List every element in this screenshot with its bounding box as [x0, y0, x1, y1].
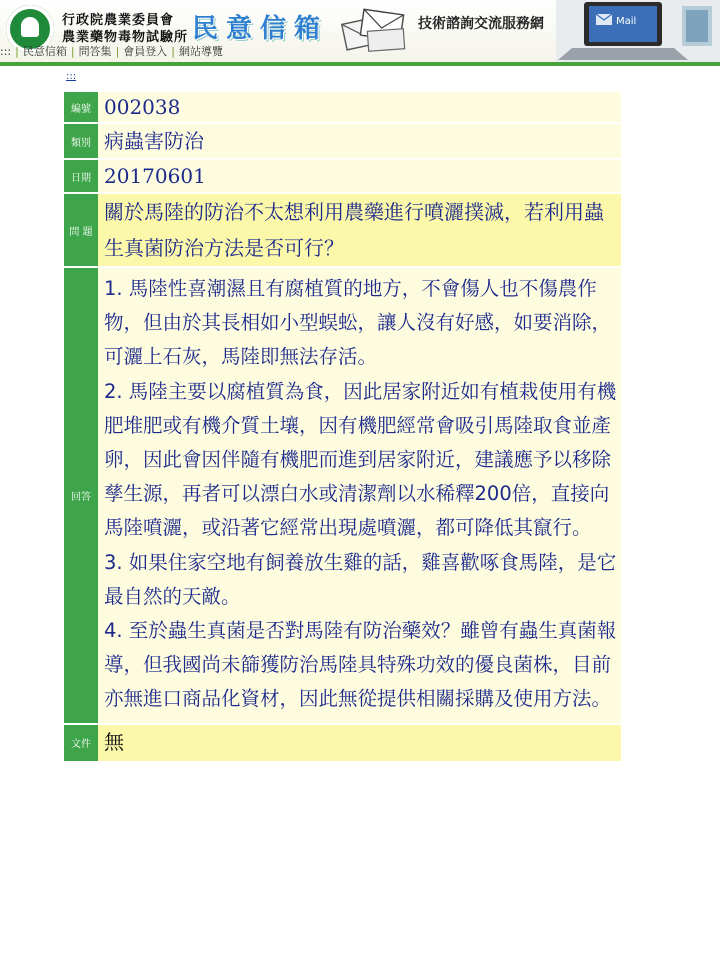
question-label: 問 題	[64, 194, 98, 266]
file-label: 文件	[64, 725, 98, 761]
id-value-cell	[98, 92, 621, 122]
answer-paragraph: 1. 馬陸性喜潮濕且有腐植質的地方，不會傷人也不傷農作物，但由於其長相如小型蜈蚣，讓人沒有好感，如要消除，可灑上石灰，馬陸即無法存活。	[104, 277, 612, 369]
mailbox-title: 民意信箱	[192, 14, 329, 44]
row-date	[64, 160, 621, 192]
nav-item-mailbox[interactable]: 民意信箱	[22, 45, 67, 58]
question-value-cell	[98, 194, 621, 266]
answer-paragraph: 2. 馬陸主要以腐植質為食，因此居家附近如有植栽使用有機肥堆肥或有機介質土壤，因有機肥經常會吸引馬陸取食並產卵，因此會因伴隨有機肥而進到居家附近，建議應予以移除孳生源，再者可以漂白水或清潔劑以水稀釋200倍，直接向馬陸噴灑，或沿著它經常出現處噴灑，都可降低其竄行。	[104, 379, 617, 540]
file-value-cell	[98, 725, 621, 761]
envelopes-icon	[338, 4, 408, 54]
id-label: 編號	[64, 92, 98, 122]
id-value: 002038	[104, 95, 181, 119]
date-value-cell	[98, 160, 621, 192]
date-value: 20170601	[104, 164, 206, 188]
row-category	[64, 124, 621, 158]
laptop-screen-label: Mail	[616, 16, 637, 27]
nav-item-sitemap[interactable]: 網站導覽	[179, 45, 223, 58]
header-divider	[0, 62, 720, 66]
category-value: 病蟲害防治	[104, 129, 204, 153]
category-label: 類別	[64, 124, 98, 158]
answer-value-cell	[98, 268, 621, 723]
content-anchor[interactable]: :::	[66, 71, 77, 82]
nav-anchor[interactable]: :::	[0, 45, 12, 58]
row-answer	[64, 268, 621, 723]
nav-item-member-login[interactable]: 會員登入	[123, 45, 168, 58]
row-file	[64, 725, 621, 761]
category-value-cell	[98, 124, 621, 158]
answer-paragraph: 3. 如果住家空地有飼養放生雞的話，雞喜歡啄食馬陸，是它最自然的天敵。	[104, 550, 617, 608]
row-question	[64, 194, 621, 266]
row-id	[64, 92, 621, 122]
answer-label: 回答	[64, 268, 98, 723]
top-nav: ::: | 民意信箱 | 問答集 | 會員登入 | 網站導覽	[0, 45, 223, 58]
answer-paragraph: 4. 至於蟲生真菌是否對馬陸有防治藥效？雖曾有蟲生真菌報導，但我國尚未篩獲防治馬陸具特殊功效的優良菌株，目前亦無進口商品化資材，因此無從提供相關採購及使用方法。	[104, 619, 617, 711]
file-value: 無	[104, 729, 124, 754]
date-label: 日期	[64, 160, 98, 192]
laptop-mail-icon	[556, 0, 720, 62]
org-name-line2: 農業藥物毒物試驗所	[62, 30, 189, 45]
site-header	[0, 0, 720, 62]
qa-record-table	[64, 90, 621, 763]
nav-item-faq[interactable]: 問答集	[78, 45, 112, 58]
service-title: 技術諮詢交流服務網	[418, 16, 544, 32]
org-name-line1: 行政院農業委員會	[62, 13, 175, 28]
question-value: 關於馬陸的防治不太想利用農藥進行噴灑撲滅，若利用蟲生真菌防治方法是否可行？	[104, 200, 604, 260]
